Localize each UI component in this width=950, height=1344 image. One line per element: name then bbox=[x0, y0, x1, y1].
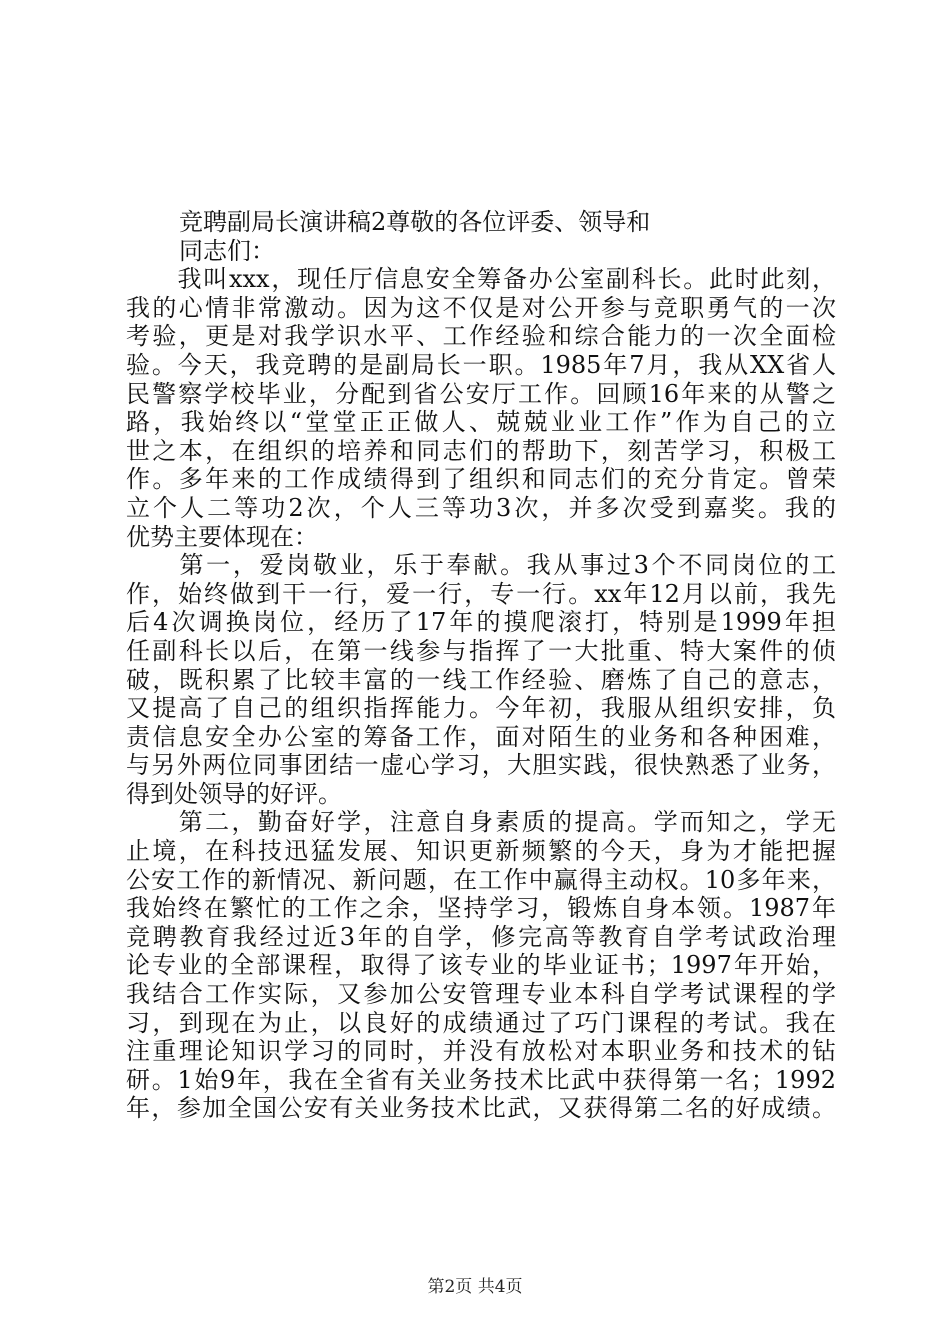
body-text-line: 立个人二等功2次，个人三等功3次，并多次受到嘉奖。我的 bbox=[126, 493, 836, 522]
body-text-line: 我的心情非常激动。因为这不仅是对公开参与竞职勇气的一次 bbox=[126, 293, 836, 322]
body-text-line: 优势主要体现在： bbox=[126, 522, 318, 551]
body-text-line: 研。1始9年，我在全省有关业务技术比武中获得第一名；1992 bbox=[126, 1065, 836, 1094]
body-text-line: 我始终在繁忙的工作之余，坚持学习，锻炼自身本领。1987年 bbox=[126, 894, 836, 923]
body-text-line: 公安工作的新情况、新问题，在工作中赢得主动权。10多年来， bbox=[126, 865, 836, 894]
body-text-line: 破，既积累了比较丰富的一线工作经验、磨炼了自己的意志， bbox=[126, 665, 836, 694]
body-text-line: 后4次调换岗位，经历了17年的摸爬滚打，特别是1999年担 bbox=[126, 608, 836, 637]
document-title-line: 竞聘副局长演讲稿2尊敬的各位评委、领导和 bbox=[179, 208, 651, 236]
body-text-line: 验。今天，我竞聘的是副局长一职。1985年7月，我从XX省人 bbox=[126, 350, 836, 379]
body-text-line: 作。多年来的工作成绩得到了组织和同志们的充分肯定。曾荣 bbox=[126, 465, 836, 494]
body-text-line: 第一，爱岗敬业，乐于奉献。我从事过3个不同岗位的工 bbox=[126, 551, 836, 580]
page-footer: 第2页 共4页 bbox=[427, 1277, 523, 1297]
body-text-line: 年，参加全国公安有关业务技术比武，又获得第二名的好成绩。 bbox=[126, 1094, 836, 1123]
body-text-line: 得到处领导的好评。 bbox=[126, 779, 342, 808]
body-text-line: 注重理论知识学习的同时，并没有放松对本职业务和技术的钻 bbox=[126, 1037, 836, 1066]
body-text-line: 民警察学校毕业，分配到省公安厅工作。回顾16年来的从警之 bbox=[126, 379, 836, 408]
body-text-line: 止境，在科技迅猛发展、知识更新频繁的今天，身为才能把握 bbox=[126, 837, 836, 866]
body-text-line: 习，到现在为止，以良好的成绩通过了巧门课程的考试。我在 bbox=[126, 1008, 836, 1037]
body-text-line: 我叫xxx，现任厅信息安全筹备办公室副科长。此时此刻， bbox=[126, 265, 836, 294]
body-text-line: 论专业的全部课程，取得了该专业的毕业证书；1997年开始， bbox=[126, 951, 836, 980]
body-text-line: 世之本，在组织的培养和同志们的帮助下，刻苦学习，积极工 bbox=[126, 436, 836, 465]
body-text-line: 同志们： bbox=[179, 236, 275, 265]
body-text-line: 第二，勤奋好学，注意自身素质的提高。学而知之，学无 bbox=[126, 808, 836, 837]
body-text-line: 与另外两位同事团结一虚心学习，大胆实践，很快熟悉了业务， bbox=[126, 751, 836, 780]
body-text-line: 作，始终做到干一行，爱一行，专一行。xx年12月以前，我先 bbox=[126, 579, 836, 608]
body-text-line: 又提高了自己的组织指挥能力。今年初，我服从组织安排，负 bbox=[126, 694, 836, 723]
body-text-line: 任副科长以后，在第一线参与指挥了一大批重、特大案件的侦 bbox=[126, 636, 836, 665]
body-text-line: 我结合工作实际，又参加公安管理专业本科自学考试课程的学 bbox=[126, 980, 836, 1009]
body-text-line: 责信息安全办公室的筹备工作，面对陌生的业务和各种困难， bbox=[126, 722, 836, 751]
body-text-line: 竞聘教育我经过近3年的自学，修完高等教育自学考试政治理 bbox=[126, 922, 836, 951]
document-body bbox=[126, 208, 836, 1123]
body-text-line: 考验，更是对我学识水平、工作经验和综合能力的一次全面检 bbox=[126, 322, 836, 351]
body-text-line: 路，我始终以“堂堂正正做人、兢兢业业工作”作为自己的立 bbox=[126, 408, 836, 437]
